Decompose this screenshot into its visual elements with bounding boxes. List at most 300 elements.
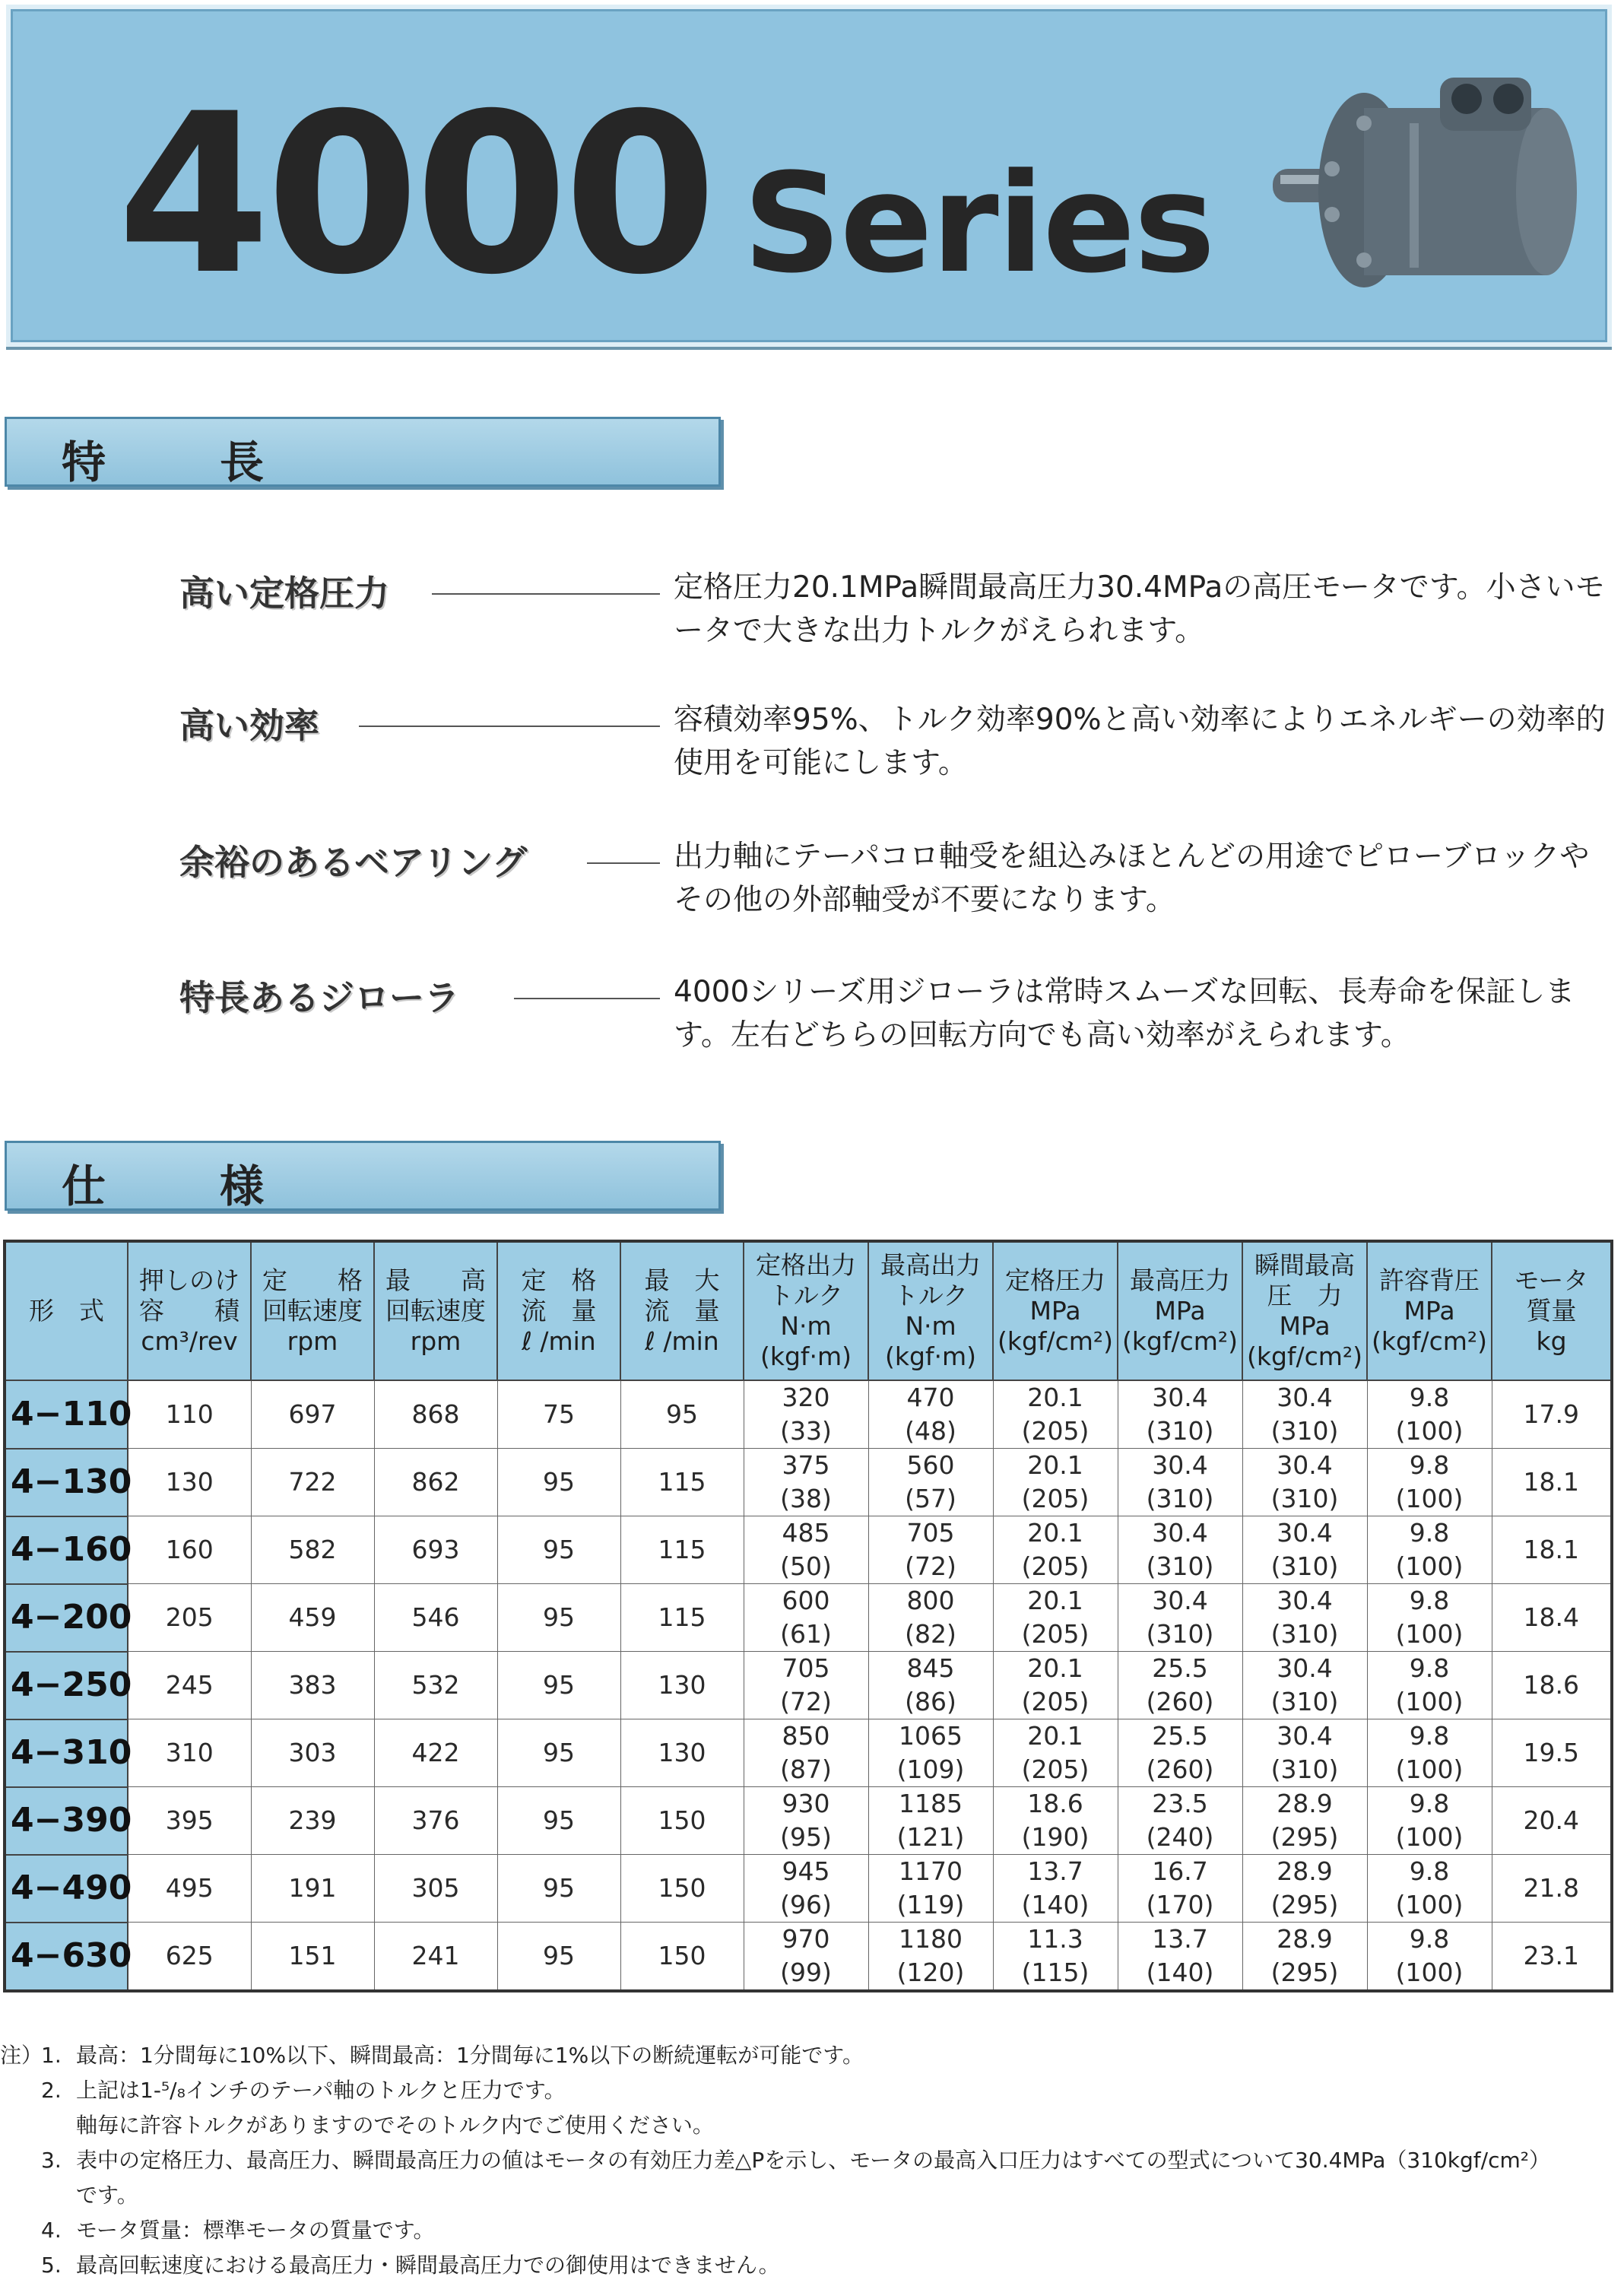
cell-value: 20.4 <box>1523 1805 1579 1835</box>
cell-value: 110 <box>165 1399 214 1429</box>
cell-value: 1180 <box>899 1924 963 1954</box>
cell-value: (121) <box>896 1822 965 1852</box>
note-prefix: 注） <box>0 2043 43 2068</box>
table-cell <box>620 1719 744 1787</box>
column-header: 許容背圧 MPa (kgf/cm²) <box>1367 1241 1492 1380</box>
column-header: 定 格 流 量 ℓ /min <box>497 1241 620 1380</box>
cell-value: 395 <box>165 1805 214 1835</box>
cell-value: 95 <box>543 1535 575 1564</box>
table-row <box>5 1923 1612 1992</box>
column-header: 最高圧力 MPa (kgf/cm²) <box>1118 1241 1242 1380</box>
table-cell <box>374 1652 497 1719</box>
feature-description: 出力軸にテーパコロ軸受を組込みほとんどの用途でピローブロックやその他の外部軸受が不要になります。 <box>674 840 1590 917</box>
cell-value: 9.8 <box>1409 1721 1450 1751</box>
table-cell <box>620 1652 744 1719</box>
cell-value: 95 <box>666 1399 698 1429</box>
table-cell <box>128 1719 251 1787</box>
table-cell <box>128 1652 251 1719</box>
cell-value: (205) <box>1021 1484 1090 1513</box>
table-cell <box>1492 1923 1612 1992</box>
note-text: 表中の定格圧力、最高圧力、瞬間最高圧力の値はモータの有効圧力差△Pを示し、モータの最高入口圧力はすべての型式について30.4MPa（310kgf/cm²） <box>76 2148 1550 2173</box>
table-cell <box>1118 1719 1242 1787</box>
cell-value: 9.8 <box>1409 1789 1450 1818</box>
table-cell <box>374 1449 497 1516</box>
note-number: 4. <box>41 2218 62 2243</box>
column-header: 最 大 流 量 ℓ /min <box>620 1241 744 1380</box>
table-cell <box>374 1380 497 1449</box>
table-cell <box>1367 1923 1492 1992</box>
table-cell <box>251 1584 374 1652</box>
table-row <box>5 1380 1612 1449</box>
cell-value: 20.1 <box>1027 1450 1083 1480</box>
cell-value: 4−490 <box>11 1869 132 1907</box>
table-row <box>5 1449 1612 1516</box>
table-cell <box>993 1719 1118 1787</box>
cell-value: 150 <box>658 1873 706 1903</box>
table-cell <box>251 1923 374 1992</box>
cell-value: 422 <box>411 1738 460 1767</box>
cell-value: (100) <box>1395 1551 1464 1581</box>
cell-value: 95 <box>543 1738 575 1767</box>
table-cell <box>497 1516 620 1584</box>
table-header-row <box>5 1241 1612 1380</box>
cell-value: 191 <box>288 1873 337 1903</box>
cell-value: (190) <box>1021 1822 1090 1852</box>
cell-value: 160 <box>165 1535 214 1564</box>
cell-value: 4−110 <box>11 1394 132 1434</box>
cell-value: 9.8 <box>1409 1586 1450 1615</box>
table-cell <box>993 1516 1118 1584</box>
table-cell <box>620 1923 744 1992</box>
table-cell <box>1367 1855 1492 1923</box>
features-section-title: 特長 <box>62 437 379 488</box>
column-header: 押しのけ 容 積 cm³/rev <box>128 1241 251 1380</box>
column-header: 形 式 <box>5 1241 128 1380</box>
cell-value: 4−630 <box>11 1936 132 1976</box>
cell-value: (100) <box>1395 1890 1464 1919</box>
cell-value: 30.4 <box>1152 1383 1208 1412</box>
model-cell <box>5 1855 132 1923</box>
cell-value: (310) <box>1270 1551 1339 1581</box>
table-row <box>5 1516 1612 1584</box>
cell-value: 705 <box>782 1653 830 1683</box>
cell-value: (140) <box>1021 1890 1090 1919</box>
feature-name: 余裕のあるベアリング <box>179 842 528 883</box>
cell-value: (87) <box>780 1754 832 1784</box>
feature-description: 容積効率95%、トルク効率90%と高い効率によりエネルギーの効率的使用を可能にします。 <box>674 703 1606 780</box>
cell-value: 25.5 <box>1152 1721 1208 1751</box>
cell-value: (119) <box>896 1890 965 1919</box>
cell-value: 28.9 <box>1277 1924 1333 1954</box>
cell-value: (86) <box>905 1687 956 1716</box>
cell-value: 30.4 <box>1277 1450 1333 1480</box>
column-header: 定格出力 トルク N·m (kgf·m) <box>744 1241 868 1380</box>
leader-line <box>432 593 660 595</box>
cell-value: 150 <box>658 1805 706 1835</box>
cell-value: (95) <box>780 1822 832 1852</box>
cell-value: 375 <box>782 1450 830 1480</box>
note-item <box>0 2073 1619 2108</box>
table-cell <box>1367 1652 1492 1719</box>
column-header: 瞬間最高 圧 力 MPa (kgf/cm²) <box>1242 1241 1367 1380</box>
table-cell <box>497 1719 620 1787</box>
header-banner <box>6 5 1612 347</box>
cell-value: 25.5 <box>1152 1653 1208 1683</box>
cell-value: 21.8 <box>1523 1873 1579 1903</box>
table-cell <box>497 1652 620 1719</box>
cell-value: 115 <box>658 1535 706 1564</box>
table-cell <box>1492 1584 1612 1652</box>
cell-value: 560 <box>906 1450 955 1480</box>
cell-value: (100) <box>1395 1687 1464 1716</box>
cell-value: (57) <box>905 1484 956 1513</box>
cell-value: 582 <box>288 1535 337 1564</box>
cell-value: 800 <box>906 1586 955 1615</box>
note-text: 上記は1-⁵/₈インチのテーパ軸のトルクと圧力です。 <box>76 2078 566 2103</box>
cell-value: 4−200 <box>11 1598 132 1637</box>
cell-value: 722 <box>288 1467 337 1497</box>
cell-value: (100) <box>1395 1619 1464 1649</box>
cell-value: 17.9 <box>1523 1399 1579 1429</box>
model-cell <box>5 1923 132 1992</box>
cell-value: 495 <box>165 1873 214 1903</box>
table-cell <box>868 1923 993 1992</box>
cell-value: (99) <box>780 1958 832 1987</box>
note-item <box>0 2038 1619 2073</box>
table-cell <box>868 1516 993 1584</box>
cell-value: 9.8 <box>1409 1924 1450 1954</box>
table-row <box>5 1719 1612 1787</box>
table-cell <box>744 1652 868 1719</box>
table-cell <box>497 1787 620 1855</box>
cell-value: (109) <box>896 1754 965 1784</box>
table-cell <box>128 1923 251 1992</box>
note-item <box>0 2248 1619 2283</box>
table-body <box>5 1380 1612 1991</box>
table-cell <box>1118 1855 1242 1923</box>
cell-value: 239 <box>288 1805 337 1835</box>
cell-value: 625 <box>165 1941 214 1970</box>
cell-value: 459 <box>288 1602 337 1632</box>
cell-value: 30.4 <box>1277 1586 1333 1615</box>
cell-value: 705 <box>906 1518 955 1548</box>
cell-value: (96) <box>780 1890 832 1919</box>
note-number: 3. <box>41 2148 62 2173</box>
table-cell <box>744 1719 868 1787</box>
cell-value: 151 <box>288 1941 337 1970</box>
table-cell <box>374 1923 497 1992</box>
note-item <box>0 2108 1619 2143</box>
table-cell <box>1492 1449 1612 1516</box>
cell-value: 303 <box>288 1738 337 1767</box>
cell-value: 205 <box>165 1602 214 1632</box>
table-cell <box>1367 1719 1492 1787</box>
cell-value: (205) <box>1021 1754 1090 1784</box>
table-cell <box>1242 1380 1367 1449</box>
note-text: です。 <box>76 2183 138 2208</box>
cell-value: (310) <box>1270 1484 1339 1513</box>
table-cell <box>1118 1516 1242 1584</box>
cell-value: 4−390 <box>11 1801 132 1840</box>
leader-line <box>587 862 660 864</box>
cell-value: (120) <box>896 1958 965 1987</box>
table-cell <box>1242 1449 1367 1516</box>
cell-value: (310) <box>1146 1416 1214 1446</box>
feature-description: 4000シリーズ用ジローラは常時スムーズな回転、長寿命を保証します。左右どちらの回転方向でも高い効率がえられます。 <box>674 975 1575 1053</box>
cell-value: 30.4 <box>1277 1721 1333 1751</box>
cell-value: 546 <box>411 1602 460 1632</box>
cell-value: (100) <box>1395 1484 1464 1513</box>
table-cell <box>868 1652 993 1719</box>
column-header: 最高出力 トルク N·m (kgf·m) <box>868 1241 993 1380</box>
table-cell <box>868 1787 993 1855</box>
table-cell <box>251 1787 374 1855</box>
note-item <box>0 2213 1619 2248</box>
model-cell <box>5 1719 132 1787</box>
table-cell <box>374 1516 497 1584</box>
table-cell <box>1367 1449 1492 1516</box>
table-cell <box>1242 1787 1367 1855</box>
table-cell <box>1367 1787 1492 1855</box>
table-cell <box>1492 1719 1612 1787</box>
table-cell <box>993 1923 1118 1992</box>
cell-value: (260) <box>1146 1687 1214 1716</box>
table-cell <box>868 1855 993 1923</box>
cell-value: 1185 <box>899 1789 963 1818</box>
feature-description: 定格圧力20.1MPa瞬間最高圧力30.4MPaの高圧モータです。小さいモータで大きな出力トルクがえられます。 <box>674 570 1605 648</box>
table-cell <box>1242 1516 1367 1584</box>
table-cell <box>128 1855 251 1923</box>
cell-value: (72) <box>780 1687 832 1716</box>
cell-value: 23.1 <box>1523 1941 1579 1970</box>
cell-value: (295) <box>1270 1890 1339 1919</box>
table-cell <box>1118 1380 1242 1449</box>
cell-value: 868 <box>411 1399 460 1429</box>
column-header: 定格圧力 MPa (kgf/cm²) <box>993 1241 1118 1380</box>
table-cell <box>128 1584 251 1652</box>
table-cell <box>1242 1855 1367 1923</box>
note-text: 軸毎に許容トルクがありますのでそのトルク内でご使用ください。 <box>76 2113 714 2138</box>
table-cell <box>744 1516 868 1584</box>
cell-value: 11.3 <box>1027 1924 1083 1954</box>
cell-value: 115 <box>658 1602 706 1632</box>
cell-value: 532 <box>411 1670 460 1700</box>
cell-value: 9.8 <box>1409 1653 1450 1683</box>
cell-value: (170) <box>1146 1890 1214 1919</box>
column-header: モータ 質量 kg <box>1492 1241 1612 1380</box>
model-cell <box>5 1584 132 1652</box>
series-number: 4000 <box>117 67 713 323</box>
cell-value: 485 <box>782 1518 830 1548</box>
cell-value: (50) <box>780 1551 832 1581</box>
table-cell <box>993 1584 1118 1652</box>
series-word: Series <box>743 144 1214 303</box>
cell-value: (205) <box>1021 1551 1090 1581</box>
cell-value: 383 <box>288 1670 337 1700</box>
cell-value: (310) <box>1270 1416 1339 1446</box>
note-number: 1. <box>41 2043 62 2068</box>
cell-value: (100) <box>1395 1958 1464 1987</box>
cell-value: 30.4 <box>1277 1518 1333 1548</box>
cell-value: (295) <box>1270 1958 1339 1987</box>
cell-value: (260) <box>1146 1754 1214 1784</box>
table-cell <box>251 1516 374 1584</box>
cell-value: (100) <box>1395 1822 1464 1852</box>
cell-value: (33) <box>780 1416 832 1446</box>
table-cell <box>868 1380 993 1449</box>
cell-value: 95 <box>543 1670 575 1700</box>
table-cell <box>1242 1652 1367 1719</box>
note-number: 2. <box>41 2078 62 2103</box>
table-cell <box>868 1449 993 1516</box>
cell-value: 850 <box>782 1721 830 1751</box>
cell-value: 376 <box>411 1805 460 1835</box>
cell-value: 4−310 <box>11 1733 132 1772</box>
cell-value: 95 <box>543 1873 575 1903</box>
cell-value: 75 <box>543 1399 575 1429</box>
table-cell <box>993 1787 1118 1855</box>
cell-value: 13.7 <box>1027 1856 1083 1886</box>
cell-value: 600 <box>782 1586 830 1615</box>
cell-value: 115 <box>658 1467 706 1497</box>
cell-value: 30.4 <box>1277 1653 1333 1683</box>
table-row <box>5 1855 1612 1923</box>
cell-value: 9.8 <box>1409 1450 1450 1480</box>
table-cell <box>251 1652 374 1719</box>
note-item <box>0 2178 1619 2213</box>
table-cell <box>374 1584 497 1652</box>
table-cell <box>1492 1516 1612 1584</box>
cell-value: 13.7 <box>1152 1924 1208 1954</box>
table-cell <box>251 1380 374 1449</box>
cell-value: (310) <box>1270 1687 1339 1716</box>
column-header: 定 格 回転速度 rpm <box>251 1241 374 1380</box>
cell-value: 697 <box>288 1399 337 1429</box>
cell-value: 1065 <box>899 1721 963 1751</box>
cell-value: 4−250 <box>11 1665 132 1704</box>
table-cell <box>744 1787 868 1855</box>
table-cell <box>1367 1584 1492 1652</box>
cell-value: (310) <box>1146 1619 1214 1649</box>
cell-value: 862 <box>411 1467 460 1497</box>
hydraulic-motor-image <box>1273 78 1600 329</box>
table-cell <box>497 1923 620 1992</box>
cell-value: 245 <box>165 1670 214 1700</box>
cell-value: (205) <box>1021 1416 1090 1446</box>
cell-value: 95 <box>543 1602 575 1632</box>
cell-value: 945 <box>782 1856 830 1886</box>
table-cell <box>497 1449 620 1516</box>
cell-value: (38) <box>780 1484 832 1513</box>
cell-value: (82) <box>905 1619 956 1649</box>
cell-value: 20.1 <box>1027 1586 1083 1615</box>
cell-value: (61) <box>780 1619 832 1649</box>
cell-value: (205) <box>1021 1619 1090 1649</box>
table-cell <box>620 1584 744 1652</box>
column-header: 最 高 回転速度 rpm <box>374 1241 497 1380</box>
table-cell <box>1118 1923 1242 1992</box>
cell-value: 930 <box>782 1789 830 1818</box>
cell-value: 130 <box>658 1670 706 1700</box>
table-cell <box>374 1719 497 1787</box>
table-cell <box>620 1516 744 1584</box>
table-cell <box>868 1719 993 1787</box>
table-cell <box>744 1584 868 1652</box>
cell-value: (48) <box>905 1416 956 1446</box>
cell-value: 970 <box>782 1924 830 1954</box>
table-cell <box>497 1584 620 1652</box>
table-cell <box>993 1652 1118 1719</box>
cell-value: 320 <box>782 1383 830 1412</box>
cell-value: 845 <box>906 1653 955 1683</box>
cell-value: 30.4 <box>1152 1518 1208 1548</box>
cell-value: (100) <box>1395 1754 1464 1784</box>
table-cell <box>744 1923 868 1992</box>
cell-value: 18.1 <box>1523 1535 1579 1564</box>
spec-section-header <box>5 1141 721 1211</box>
table-cell <box>744 1855 868 1923</box>
cell-value: (140) <box>1146 1958 1214 1987</box>
model-cell <box>5 1516 132 1584</box>
features-section-header <box>5 417 721 487</box>
table-cell <box>251 1719 374 1787</box>
cell-value: 1170 <box>899 1856 963 1886</box>
cell-value: 18.6 <box>1523 1670 1579 1700</box>
table-cell <box>993 1380 1118 1449</box>
table-cell <box>497 1380 620 1449</box>
cell-value: (205) <box>1021 1687 1090 1716</box>
table-cell <box>620 1787 744 1855</box>
table-cell <box>1492 1787 1612 1855</box>
cell-value: (310) <box>1146 1484 1214 1513</box>
leader-line <box>359 726 660 727</box>
model-cell <box>5 1787 132 1855</box>
model-cell <box>5 1652 132 1719</box>
table-cell <box>1118 1584 1242 1652</box>
cell-value: (240) <box>1146 1822 1214 1852</box>
table-cell <box>993 1449 1118 1516</box>
cell-value: 20.1 <box>1027 1383 1083 1412</box>
table-cell <box>993 1855 1118 1923</box>
table-cell <box>1367 1516 1492 1584</box>
table-cell <box>744 1380 868 1449</box>
cell-value: 4−130 <box>11 1462 132 1501</box>
cell-value: 20.1 <box>1027 1721 1083 1751</box>
cell-value: 9.8 <box>1409 1856 1450 1886</box>
table-cell <box>1118 1449 1242 1516</box>
cell-value: 130 <box>165 1467 214 1497</box>
table-cell <box>1242 1719 1367 1787</box>
cell-value: 310 <box>165 1738 214 1767</box>
cell-value: 18.6 <box>1027 1789 1083 1818</box>
model-cell <box>5 1449 132 1516</box>
cell-value: 693 <box>411 1535 460 1564</box>
table-cell <box>251 1449 374 1516</box>
feature-name: 高い定格圧力 <box>179 573 389 614</box>
table-cell <box>374 1855 497 1923</box>
cell-value: 23.5 <box>1152 1789 1208 1818</box>
cell-value: 28.9 <box>1277 1789 1333 1818</box>
cell-value: 30.4 <box>1277 1383 1333 1412</box>
table-cell <box>868 1584 993 1652</box>
spec-table <box>3 1240 1613 1992</box>
cell-value: (72) <box>905 1551 956 1581</box>
cell-value: (115) <box>1021 1958 1090 1987</box>
cell-value: 305 <box>411 1873 460 1903</box>
cell-value: (310) <box>1270 1754 1339 1784</box>
cell-value: 4−160 <box>11 1530 132 1569</box>
cell-value: 95 <box>543 1805 575 1835</box>
